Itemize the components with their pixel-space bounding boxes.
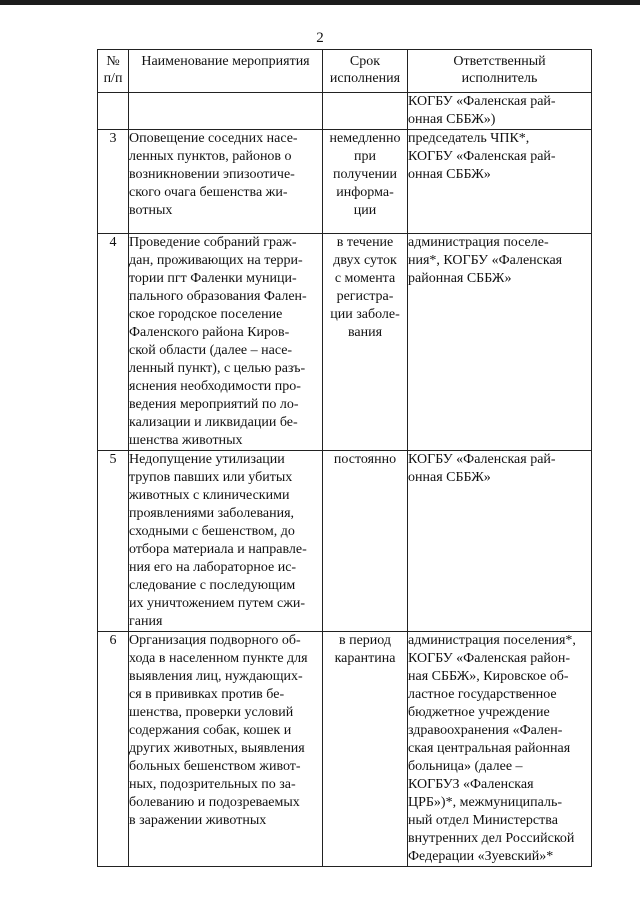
cell-task-name	[129, 234, 323, 451]
cell-responsible	[408, 234, 592, 451]
responsible-line: КОГБУ «Фаленская рай-	[408, 452, 556, 467]
header-num-line: п/п	[103, 71, 123, 86]
task-name-line: выявления лиц, нуждающих-	[129, 669, 303, 684]
responsible-line: ская центральная районная	[408, 741, 571, 756]
responsible-line: администрация поселе-	[408, 235, 549, 250]
cell-deadline	[323, 93, 408, 130]
header-term	[323, 50, 408, 93]
table-row	[98, 451, 592, 632]
task-name-line: Оповещение соседних насе-	[129, 131, 298, 146]
deadline-line: ции	[353, 203, 377, 218]
row-number: 3	[98, 130, 129, 234]
cell-responsible	[408, 451, 592, 632]
task-name-line: яснения необходимости про-	[129, 379, 301, 394]
cell-task-name	[129, 632, 323, 867]
deadline-line: карантина	[334, 651, 396, 666]
task-name-line: хода в населенном пункте для	[129, 651, 308, 666]
cell-responsible	[408, 632, 592, 867]
task-name-line: их уничтожением путем сжи-	[129, 596, 306, 611]
header-term-line: исполнения	[329, 71, 401, 86]
responsible-line: больница» (далее –	[408, 759, 523, 774]
cell-deadline	[323, 130, 408, 234]
responsible-line: КОГБУ «Фаленская рай-	[408, 149, 556, 164]
responsible-line: здравоохранения «Фален-	[408, 723, 563, 738]
task-name-line: ся в прививках против бе-	[129, 687, 285, 702]
header-responsible-line: Ответственный	[453, 54, 546, 69]
task-name-line: в заражении животных	[129, 813, 267, 828]
deadline-line: в период	[338, 633, 392, 648]
cell-deadline	[323, 234, 408, 451]
deadline-line: ции заболе-	[330, 307, 400, 322]
responsible-line: КОГБУ «Фаленская район-	[408, 651, 571, 666]
task-name-line: Фаленского района Киров-	[129, 325, 290, 340]
task-name-line: кализации и ликвидации бе-	[129, 415, 298, 430]
responsible-line: Федерации «Зуевский»*	[408, 849, 554, 864]
task-name-line: Проведение собраний граж-	[129, 235, 297, 250]
table-row	[98, 234, 592, 451]
task-name-line: шенства животных	[129, 433, 243, 448]
task-name-line: ведения мероприятий по ло-	[129, 397, 299, 412]
header-name-line: Наименование мероприятия	[141, 54, 310, 69]
responsible-line: ластное государственное	[408, 687, 557, 702]
cell-deadline	[323, 632, 408, 867]
responsible-line: КОГБУЗ «Фаленская	[408, 777, 534, 792]
task-name-line: ской области (далее – насе-	[129, 343, 293, 358]
deadline-line: вания	[347, 325, 383, 340]
header-num	[98, 50, 129, 93]
deadline-line: получении	[332, 167, 398, 182]
cell-task-name	[129, 451, 323, 632]
responsible-line: онная СББЖ»	[408, 470, 491, 485]
responsible-line: председатель ЧПК*,	[408, 131, 530, 146]
responsible-line: ния*, КОГБУ «Фаленская	[408, 253, 563, 268]
responsible-line: КОГБУ «Фаленская рай-	[408, 94, 556, 109]
responsible-line: внутренних дел Российской	[408, 831, 575, 846]
task-name-line: ского очага бешенства жи-	[129, 185, 288, 200]
task-name-line: пального образования Фален-	[129, 289, 307, 304]
responsible-line: районная СББЖ»	[408, 271, 512, 286]
task-name-line: ленных пунктов, районов о	[129, 149, 292, 164]
deadline-line: регистра-	[336, 289, 394, 304]
table-header-row	[98, 50, 592, 93]
cell-responsible	[408, 93, 592, 130]
task-name-line: возникновении эпизоотиче-	[129, 167, 295, 182]
table-row	[98, 130, 592, 234]
task-name-line: Недопущение утилизации	[129, 452, 285, 467]
row-number	[98, 93, 129, 130]
deadline-line: немедленно	[329, 131, 401, 146]
deadline-line: при	[354, 149, 376, 164]
task-name-line: проявлениями заболевания,	[129, 506, 295, 521]
cell-task-name	[129, 93, 323, 130]
task-name-line: ния его на лабораторное ис-	[129, 560, 297, 575]
responsible-line: бюджетное учреждение	[408, 705, 550, 720]
task-name-line: гания	[129, 614, 163, 629]
task-name-line: содержания собак, кошек и	[129, 723, 292, 738]
task-name-line: следование с последующим	[129, 578, 296, 593]
task-name-line: шенства, проверки условий	[129, 705, 294, 720]
deadline-line: с момента	[334, 271, 396, 286]
task-name-line: больных бешенством живот-	[129, 759, 301, 774]
responsible-line: ный отдел Министерства	[408, 813, 558, 828]
page-number: 2	[316, 30, 324, 46]
cell-deadline	[323, 451, 408, 632]
task-name-line: сходными с бешенством, до	[129, 524, 295, 539]
responsible-line: администрация поселения*,	[408, 633, 576, 648]
row-number: 6	[98, 632, 129, 867]
cell-task-name	[129, 130, 323, 234]
measures-table	[97, 49, 592, 867]
task-name-line: отбора материала и направле-	[129, 542, 307, 557]
table-row	[98, 632, 592, 867]
task-name-line: ных, подозрительных по за-	[129, 777, 296, 792]
task-name-line: ленный пункт), с целью разъ-	[129, 361, 306, 376]
header-responsible	[408, 50, 592, 93]
deadline-line: информа-	[336, 185, 394, 200]
task-name-line: животных с клиническими	[129, 488, 290, 503]
task-name-line: трупов павших или убитых	[129, 470, 293, 485]
task-name-line: ское городское поселение	[129, 307, 283, 322]
responsible-line: онная СББЖ»	[408, 167, 491, 182]
header-term-line: Срок	[349, 54, 381, 69]
header-responsible-line: исполнитель	[461, 71, 538, 86]
task-name-line: других животных, выявления	[129, 741, 305, 756]
deadline-line: постоянно	[333, 452, 397, 467]
header-num-line: №	[106, 54, 120, 69]
task-name-line: Организация подворного об-	[129, 633, 301, 648]
responsible-line: ЦРБ»)*, межмуниципаль-	[408, 795, 563, 810]
task-name-line: тории пгт Фаленки муници-	[129, 271, 297, 286]
responsible-line: онная СББЖ»)	[408, 112, 496, 127]
deadline-line: в течение	[336, 235, 394, 250]
deadline-line: двух суток	[333, 253, 397, 268]
table-row	[98, 93, 592, 130]
task-name-line: вотных	[129, 203, 173, 218]
task-name-line: дан, проживающих на терри-	[129, 253, 303, 268]
top-scan-edge	[0, 0, 640, 5]
row-number: 5	[98, 451, 129, 632]
row-number: 4	[98, 234, 129, 451]
responsible-line: ная СББЖ», Кировское об-	[408, 669, 569, 684]
task-name-line: болеванию и подозреваемых	[129, 795, 300, 810]
cell-responsible	[408, 130, 592, 234]
header-name	[129, 50, 323, 93]
